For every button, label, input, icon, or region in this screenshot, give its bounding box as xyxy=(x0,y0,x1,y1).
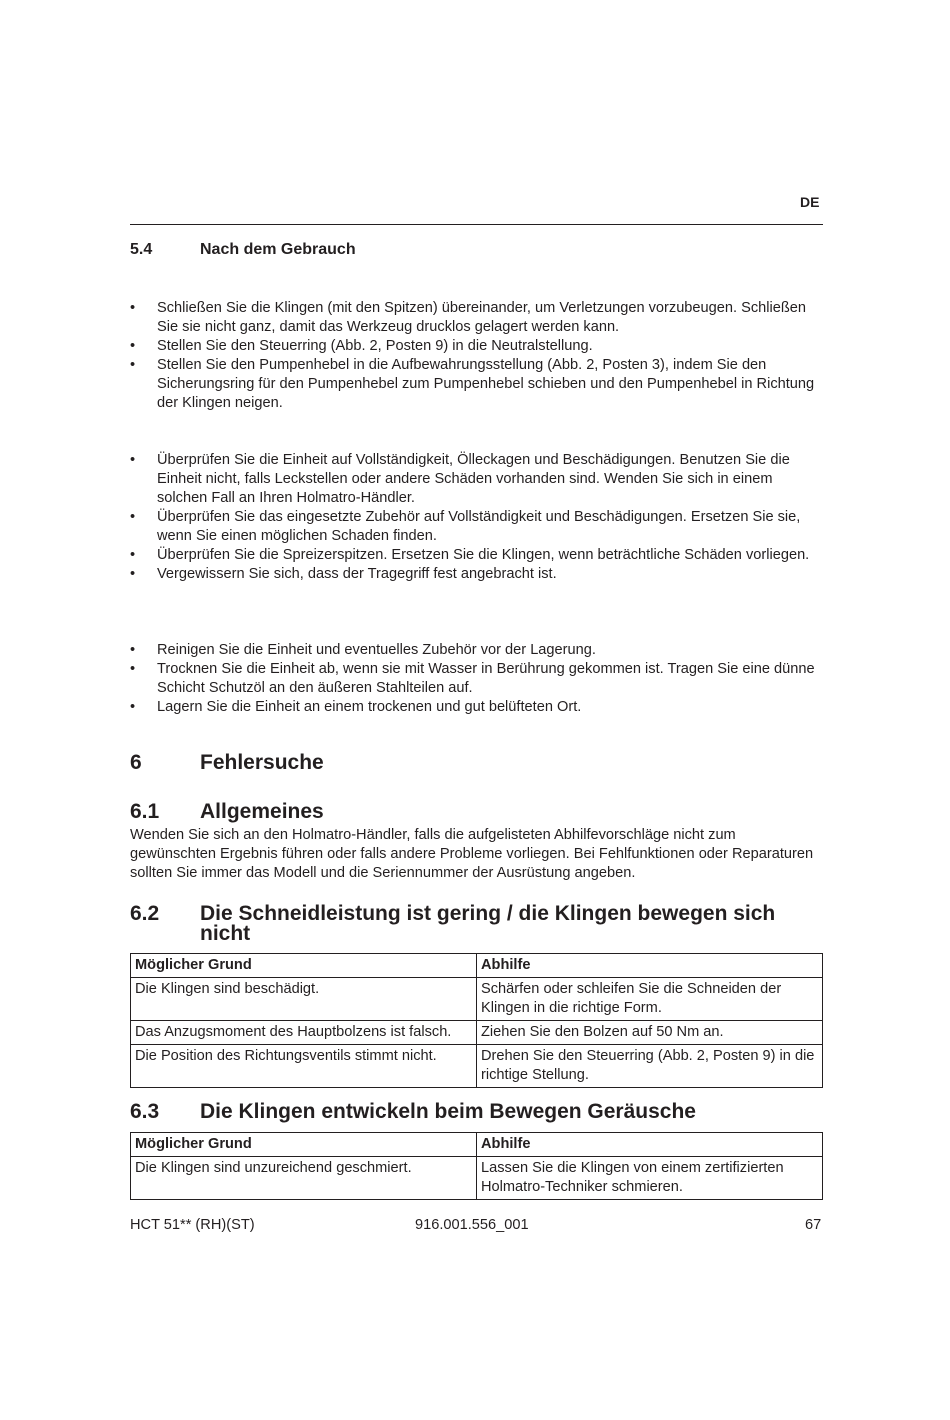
column-header-cause: Möglicher Grund xyxy=(131,1133,477,1157)
section-6-1-heading xyxy=(130,801,324,823)
bullet-icon: • xyxy=(130,300,136,316)
table-cell-cause: Das Anzugsmoment des Hauptbolzens ist falsch. xyxy=(131,1021,477,1045)
bullet-icon: • xyxy=(130,566,136,582)
section-6-3-heading xyxy=(130,1101,696,1123)
bullet-list-inspection xyxy=(130,451,823,584)
table-cell-remedy: Ziehen Sie den Bolzen auf 50 Nm an. xyxy=(477,1021,823,1045)
table-row xyxy=(131,1045,823,1088)
bullet-icon: • xyxy=(130,699,136,715)
table-row xyxy=(131,1157,823,1200)
bullet-icon: • xyxy=(130,547,136,563)
section-6-1-text: Wenden Sie sich an den Holmatro-Händler, falls die aufgelisteten Abhilfevorschläge nicht zum gewünschten Ergebnis führen oder falls andere Probleme vorliegen. Bei Fehlfunktionen oder Reparaturen sollten Sie immer das Modell und die Seriennummer der Ausrüstung angeben. xyxy=(130,827,814,881)
table-header-row xyxy=(131,954,823,978)
table-row xyxy=(131,1021,823,1045)
footer-page-number: 67 xyxy=(805,1217,822,1233)
section-title: Die Schneidleistung ist gering / die Klingen bewegen sich nicht xyxy=(200,902,776,945)
table-cell-remedy: Drehen Sie den Steuerring (Abb. 2, Posten 9) in die richtige Stellung. xyxy=(477,1045,823,1088)
section-5-4-heading xyxy=(130,241,356,259)
troubleshooting-table-6-2 xyxy=(130,953,823,1088)
section-number: 6.2 xyxy=(130,902,160,925)
table-row xyxy=(131,978,823,1021)
list-item: • Trocknen Sie die Einheit ab, wenn sie mit Wasser in Berührung gekommen ist. Tragen Sie eine dünne Schicht Schutzöl an den äußeren Stahlteilen auf. xyxy=(130,661,815,696)
table-cell-remedy: Schärfen oder schleifen Sie die Schneiden der Klingen in die richtige Form. xyxy=(477,978,823,1021)
column-header-cause: Möglicher Grund xyxy=(131,954,477,978)
section-6-2-heading xyxy=(130,904,830,944)
bullet-icon: • xyxy=(130,338,136,354)
section-title: Fehlersuche xyxy=(200,751,324,774)
list-item: • Überprüfen Sie das eingesetzte Zubehör auf Vollständigkeit und Beschädigungen. Ersetzen Sie sie, wenn Sie einen möglichen Schaden finden. xyxy=(130,509,801,544)
list-item: • Überprüfen Sie die Spreizerspitzen. Ersetzen Sie die Klingen, wenn beträchtliche Schäden vorliegen. xyxy=(130,547,810,563)
section-title: Die Klingen entwickeln beim Bewegen Geräusche xyxy=(200,1100,696,1123)
section-number: 6.3 xyxy=(130,1100,160,1123)
bullet-icon: • xyxy=(130,509,136,525)
table-cell-cause: Die Klingen sind unzureichend geschmiert. xyxy=(131,1157,477,1200)
list-item: • Überprüfen Sie die Einheit auf Vollständigkeit, Ölleckagen und Beschädigungen. Benutzen Sie die Einheit nicht, falls Leckstellen oder andere Schäden vorhanden sind. Wenden Sie sich in einem solchen Fall an Ihren Holmatro-Händler. xyxy=(130,452,790,506)
section-title: Allgemeines xyxy=(200,800,324,823)
bullet-list-cleaning xyxy=(130,641,823,717)
table-header-row xyxy=(131,1133,823,1157)
column-header-remedy: Abhilfe xyxy=(477,954,823,978)
list-item: • Stellen Sie den Steuerring (Abb. 2, Posten 9) in die Neutralstellung. xyxy=(130,338,593,354)
section-number: 6.1 xyxy=(130,800,160,823)
bullet-icon: • xyxy=(130,642,136,658)
section-number: 5.4 xyxy=(130,241,153,258)
bullet-list-storage-prep xyxy=(130,299,823,413)
section-6-heading xyxy=(130,752,324,774)
table-cell-cause: Die Klingen sind beschädigt. xyxy=(131,978,477,1021)
bullet-icon: • xyxy=(130,452,136,468)
list-item: • Stellen Sie den Pumpenhebel in die Aufbewahrungsstellung (Abb. 2, Posten 3), indem Sie den Sicherungsring für den Pumpenhebel zum Pumpenhebel schieben und den Pumpenhebel in Richtung der Klingen neigen. xyxy=(130,357,815,411)
table-cell-remedy: Lassen Sie die Klingen von einem zertifizierten Holmatro-Techniker schmieren. xyxy=(477,1157,823,1200)
list-item: • Lagern Sie die Einheit an einem trockenen und gut belüfteten Ort. xyxy=(130,699,582,715)
column-header-remedy: Abhilfe xyxy=(477,1133,823,1157)
list-item: • Reinigen Sie die Einheit und eventuelles Zubehör vor der Lagerung. xyxy=(130,642,596,658)
troubleshooting-table-6-3 xyxy=(130,1132,823,1200)
section-number: 6 xyxy=(130,751,142,774)
list-item: • Vergewissern Sie sich, dass der Tragegriff fest angebracht ist. xyxy=(130,566,557,582)
bullet-icon: • xyxy=(130,357,136,373)
table-cell-cause: Die Position des Richtungsventils stimmt nicht. xyxy=(131,1045,477,1088)
language-code: DE xyxy=(800,194,820,210)
footer-doc-number: 916.001.556_001 xyxy=(415,1217,529,1233)
header-rule xyxy=(130,224,823,225)
section-title: Nach dem Gebrauch xyxy=(200,241,356,258)
bullet-icon: • xyxy=(130,661,136,677)
list-item: • Schließen Sie die Klingen (mit den Spitzen) übereinander, um Verletzungen vorzubeugen. Schließen Sie sie nicht ganz, damit das Werkzeug drucklos gelagert werden kann. xyxy=(130,300,807,335)
footer-model: HCT 51** (RH)(ST) xyxy=(130,1217,255,1233)
